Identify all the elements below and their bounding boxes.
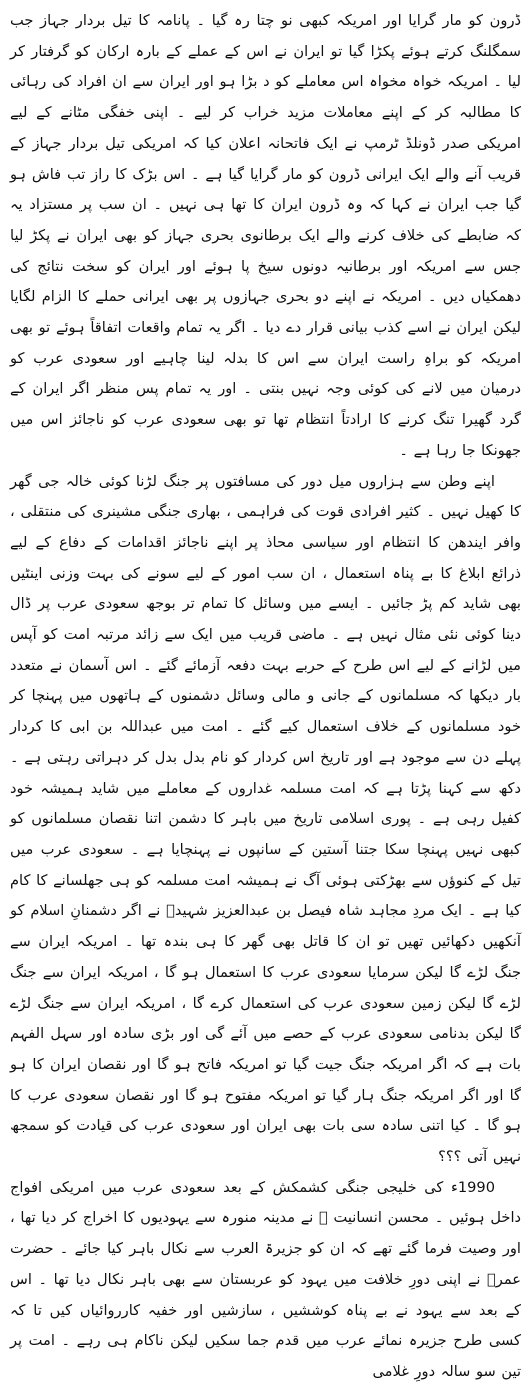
article-paragraph-2: اپنے وطن سے ہزاروں میل دور کی مسافتوں پر جنگ لڑنا کوئی خالہ جی گھر کا کھیل نہیں ۔ کثیر افرادی قوت کی فراہمی ، بھاری جنگی مشینری کی منتقلی ، وافر ایندھن کا انتظام اور سیاسی محاذ پر اپنے ناجائز اقدامات کے دفاع کے لیے ذرائع ابلاغ کا بے پناہ استعمال ، ان سب امور کے لیے سونے کی بہت وزنی اینٹیں بھی شاید کم پڑ جائیں ۔ ایسے میں وسائل کا تمام تر بوجھ سعودی عرب پر ڈال دینا کوئی نئی مثال نہیں ہے ۔ ماضی قریب میں ایک سے زائد مرتبہ امت کو آپس میں لڑانے کے لیے اس طرح کے حربے بہت دفعہ آزمائے گئے ۔ اس آسمان نے متعدد بار دیکھا کہ مسلمانوں کے جانی و مالی وسائل دشمنوں کے ہاتھوں میں پہنچا کر خود مسلمانوں کے خلاف استعمال کیے گئے ۔ امت میں عبداللہ بن ابی کا کردار پہلے دن سے موجود ہے اور تاریخ اس کردار کو نام بدل بدل کر دہراتی رہتی ہے ۔ دکھ سے کہنا پڑتا ہے کہ امت مسلمہ غداروں کے معاملے میں شاید ہمیشہ خود کفیل رہی ہے ۔ پوری اسلامی تاریخ میں باہر کا دشمن اتنا نقصان مسلمانوں کو کبھی نہیں پہنچا سکا جتنا آستین کے سانپوں نے پہنچایا ہے ۔ سعودی عرب میں تیل کے کنوؤں سے بھڑکتی ہوئی آگ نے ہمیشہ امت مسلمہ کو ہی جھلسانے کا کام کیا ہے ۔ ایک مردِ مجاہد شاہ فیصل بن عبدالعزیز شہیدؒ نے اگر دشمنانِ اسلام کو آنکھیں دکھائیں تھیں تو ان کا قاتل بھی گھر کا ہی بندہ تھا ۔ امریکہ ایران سے جنگ لڑے گا لیکن سرمایا سعودی عرب کا استعمال ہو گا ، امریکہ ایران سے جنگ لڑے گا لیکن زمین سعودی عرب کی استعمال کرے گا ، امریکہ ایران سے جنگ لڑے گا لیکن بدنامی سعودی عرب کے حصے میں آئے گی اور بڑی سادہ اور سہل الفہم بات ہے کہ اگر امریکہ جنگ جیت گیا تو امریکہ فاتح ہو گا اور نقصان ایران کا ہو گا اور اگر امریکہ جنگ ہار گیا تو امریکہ مفتوح ہو گا اور نقصان سعودی عرب کا ہو گا ۔ کیا اتنی سادہ سی بات بھی ایران اور سعودی عرب کی قیادت کو سمجھ نہیں آتی ؟؟؟ (10, 472, 521, 1166)
article-paragraph-1: ڈرون کو مار گرایا اور امریکہ کبھی نو چتا رہ گیا ۔ پانامہ کا تیل بردار جہاز جب سمگلنگ کرتے ہوئے پکڑا گیا تو ایران نے اس کے عملے کے بارہ ارکان کو گرفتار کر لیا ۔ امریکہ خواہ مخواہ اس معاملے کو د بڑا ہو اور ایران سے ان افراد کی رہائی کا مطالبہ کر کے اپنے معاملات مزید خراب کر لیے ۔ اپنی خفگی مٹانے کے لیے امریکی صدر ڈونلڈ ٹرمپ نے ایک فاتحانہ اعلان کیا کہ امریکی تیل بردار جہاز کے قریب آنے والے ایک ایرانی ڈرون کو مار گرایا گیا ہے ۔ اس بڑک کا راز تب فاش ہو گیا جب ایران نے کہا کہ وہ ڈرون ایران کا تھا ہی نہیں ۔ ان سب پر مستزاد یہ کہ ضابطے کی خلاف کرنے والے ایک برطانوی بحری جہاز کو بھی ایران نے پکڑ لیا جس سے امریکہ اور برطانیہ دونوں سیخ پا ہوئے اور ایران کو سخت نتائج کی دھمکیاں دیں ۔ امریکہ نے اپنے دو بحری جہازوں پر بھی ایرانی حملے کا الزام لگایا لیکن ایران نے اسے کذب بیانی قرار دے دیا ۔ اگر یہ تمام واقعات اتفاقاً ہوئے تو بھی امریکہ کو براہِ راست ایران سے اس کا بدلہ لینا چاہیے اور سعودی عرب کو درمیان میں لانے کی کوئی وجہ نہیں بنتی ۔ اور یہ تمام پس منظر اگر ایران کے گرد گھیرا تنگ کرنے کا ارادتاً انتظام تھا تو بھی سعودی عرب کو ناجائز اس میں جھونکا جا رہا ہے ۔ (10, 12, 521, 459)
article-paragraph-3: 1990ء کی خلیجی جنگی کشمکش کے بعد سعودی عرب میں امریکی افواج داخل ہوئیں ۔ محسن انسانیت ﷺ نے مدینہ منورہ سے یہودیوں کا اخراج کر دیا تھا ، اور وصیت فرما گئے تھے کہ ان کو جزیرۃ العرب سے نکال باہر کیا جائے ۔ حضرت عمرؓ نے اپنی دورِ خلافت میں یہود کو عربستان سے بھی باہر نکال دیا تھا ۔ اس کے بعد سے یہود نے بے پناہ کوششیں ، سازشیں اور خفیہ کارروائیاں کیں تا کہ کسی طرح جزیرہ نمائے عرب میں قدم جما سکیں لیکن ناکام ہی رہے ۔ امت پر تین سو سالہ دورِ غلامی (10, 1178, 521, 1380)
